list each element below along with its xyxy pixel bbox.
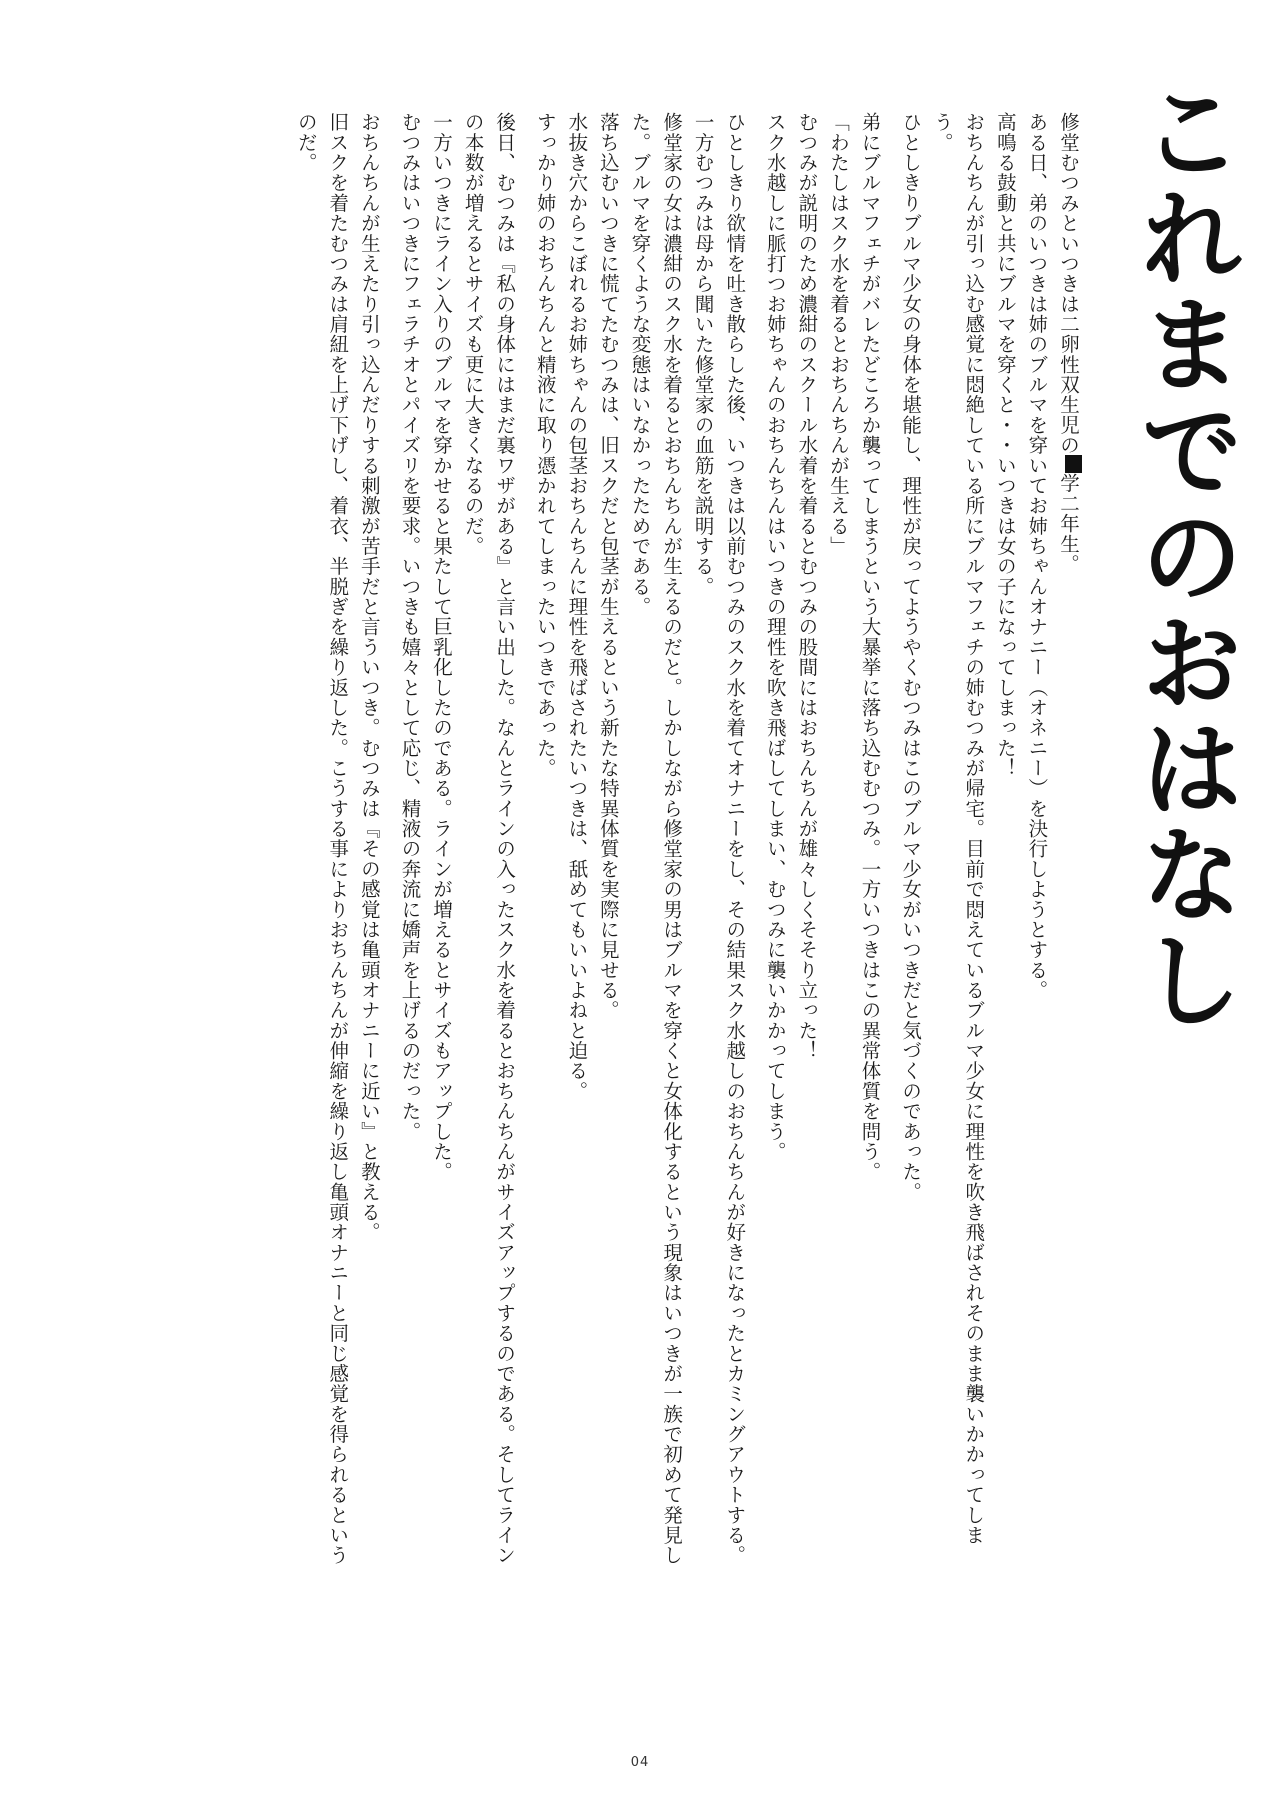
story-paragraph: すっかり姉のおちんちんと精液に取り憑かれてしまったいつきであった。 bbox=[533, 112, 557, 779]
story-paragraph: 弟にブルマフェチがバレたどころか襲ってしまうという大暴挙に落ち込むむつみ。一方いつきはこの異常体質を問う。 bbox=[858, 112, 882, 1182]
story-paragraph: おちんちんが生えたり引っ込んだりする刺激が苦手だと言ういつき。むつみは『その感覚は亀頭オナニーに近い』と教える。 bbox=[357, 112, 381, 1243]
story-paragraph: むつみはいつきにフェラチオとパイズリを要求。いつきも嬉々として応じ、精液の奔流に嬌声を上げるのだった。 bbox=[398, 112, 422, 1142]
story-paragraph: スク水越しに脈打つお姉ちゃんのおちんちんはいつきの理性を吹き飛ばしてしまい、むつみに襲いかかってしまう。 bbox=[763, 112, 787, 1162]
story-paragraph: ひとしきり欲情を吐き散らした後、いつきは以前むつみのスク水を着てオナニーをし、その結果スク水越しのおちんちんが好きになったとカミングアウトする。 bbox=[723, 112, 747, 1566]
story-paragraph: 後日、むつみは『私の身体にはまだ裏ワザがある』と言い出した。なんとラインの入ったスク水を着るとおちんちんがサイズアップするのである。そしてラインの本数が増えるとサイズも更に大きくなるのだ。 bbox=[461, 112, 517, 1566]
story-paragraph: 修堂むつみといつきは二卵性双生児の学二年生。 bbox=[1052, 112, 1084, 1582]
paragraph-gap bbox=[750, 112, 759, 1582]
page-title: これまでのおはなし bbox=[1122, 78, 1245, 1033]
paragraph-gap bbox=[520, 112, 529, 1582]
story-paragraph: むつみが説明のため濃紺のスクール水着を着るとむつみの股間にはおちんちんが雄々しくそそり立った！ bbox=[795, 112, 819, 1061]
story-paragraph: 修堂家の女は濃紺のスク水を着るとおちんちんが生えるのだと。しかしながら修堂家の男はブルマを穿くと女体化するという現象はいつきが一族で初めて発見した。ブルマを穿くような変態はいなかったためである。 bbox=[628, 112, 684, 1566]
story-paragraph: 一方むつみは母から聞いた修堂家の血筋を説明する。 bbox=[691, 112, 715, 597]
censor-block-icon bbox=[1065, 455, 1083, 473]
story-paragraph: 「わたしはスク水を着るとおちんちんが生える」 bbox=[826, 112, 850, 557]
story-paragraph: 一方いつきにライン入りのブルマを穿かせると果たして巨乳化したのである。ラインが増えるとサイズもアップした。 bbox=[430, 112, 454, 1182]
story-paragraph: 水抜き穴からこぼれるお姉ちゃんの包茎おちんちんに理性を飛ばされたいつきは、舐めてもいいよねと迫る。 bbox=[565, 112, 589, 1101]
story-paragraph: 高鳴る鼓動と共にブルマを穿くと・・いつきは女の子になってしまった！ bbox=[993, 112, 1017, 779]
page-number: 04 bbox=[630, 1755, 650, 1770]
story-paragraph: 落ち込むいつきに慌てたむつみは、旧スクだと包茎が生えるという新たな特異体質を実際に見せる。 bbox=[596, 112, 620, 1021]
story-paragraph: ひとしきりブルマ少女の身体を堪能し、理性が戻ってようやくむつみはこのブルマ少女がいつきだと気づくのであった。 bbox=[899, 112, 923, 1202]
story-paragraph: ある日、弟のいつきは姉のブルマを穿いてお姉ちゃんオナニー（オネニー）を決行しようとする。 bbox=[1025, 112, 1049, 1001]
paragraph-gap bbox=[886, 112, 895, 1582]
story-recap-text bbox=[150, 112, 1084, 1582]
paragraph-gap bbox=[385, 112, 394, 1582]
story-paragraph: おちんちんが引っ込む感覚に悶絶している所にブルマフェチの姉むつみが帰宅。目前で悶えているブルマ少女に理性を吹き飛ばされそのまま襲いかかってしまう。 bbox=[930, 112, 986, 1545]
story-paragraph: 旧スクを着たむつみは肩紐を上げ下げし、着衣、半脱ぎを繰り返した。こうする事によりおちんちんが伸縮を繰り返し亀頭オナニーと同じ感覚を得られるというのだ。 bbox=[294, 112, 350, 1566]
